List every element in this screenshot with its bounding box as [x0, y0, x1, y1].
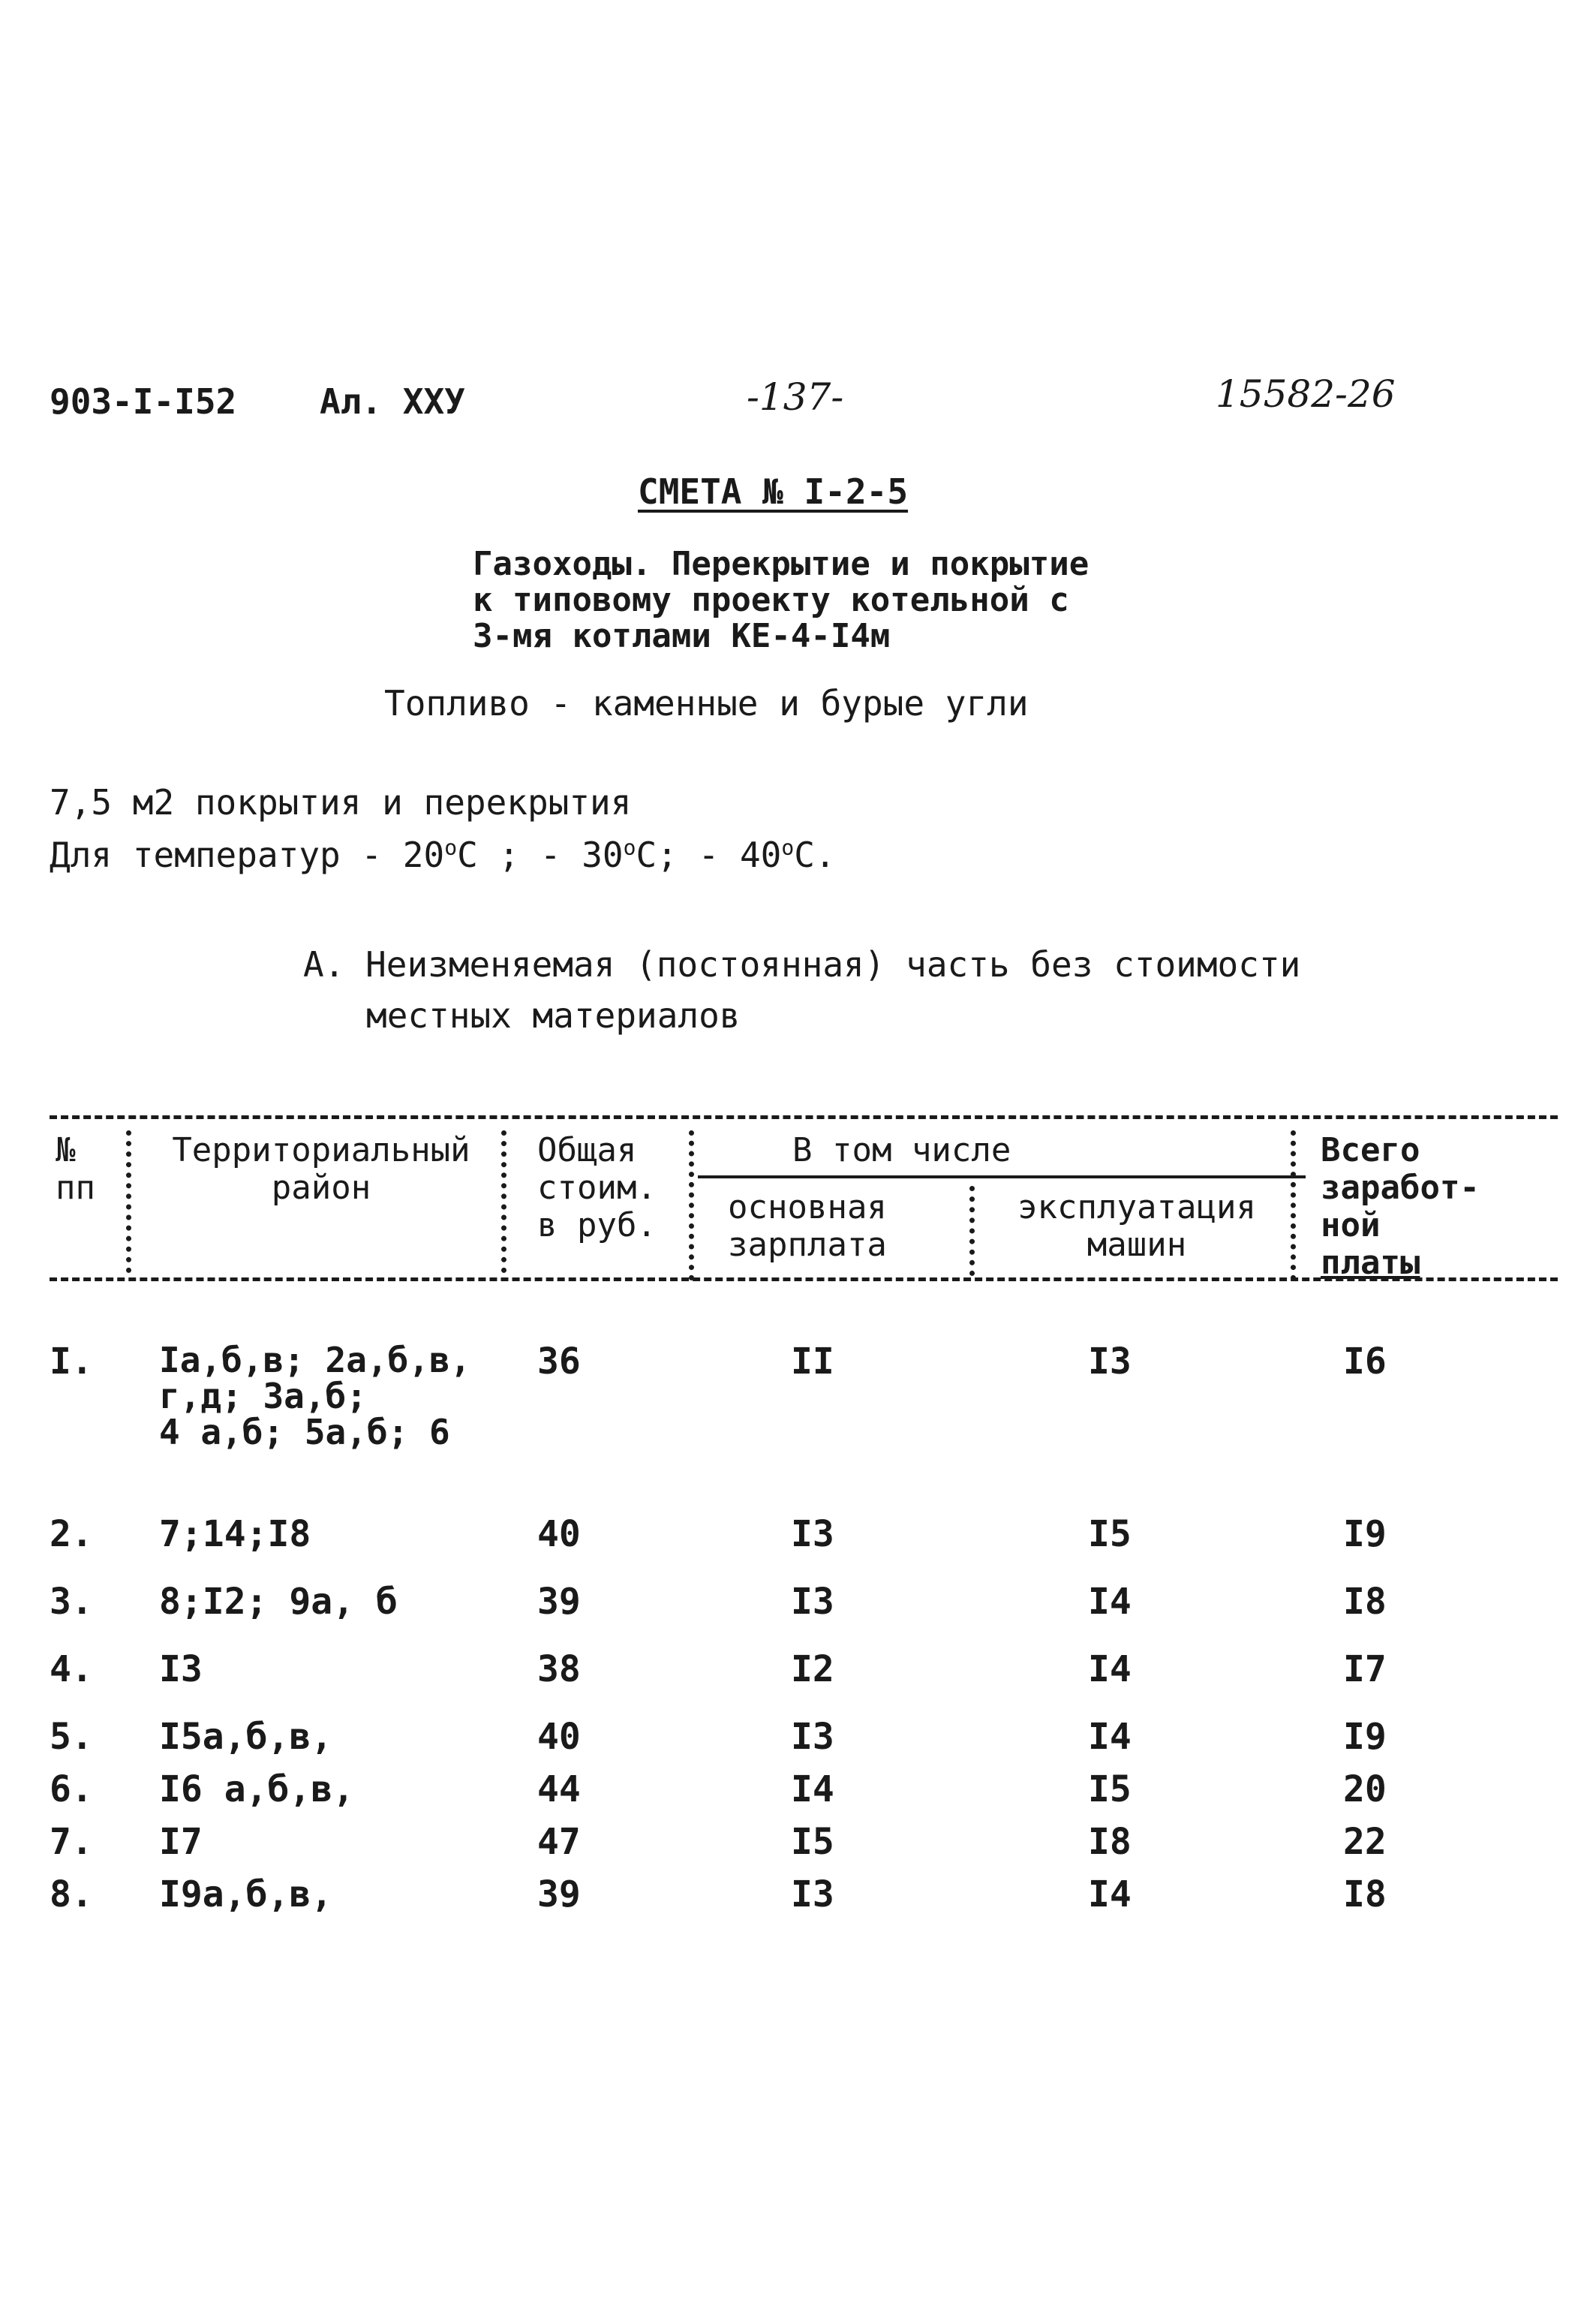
- degree-2: o: [623, 835, 636, 860]
- header-region-line-2: район: [271, 1169, 371, 1207]
- row-7-machines: I8: [1088, 1821, 1132, 1863]
- row-1-number: I.: [50, 1341, 93, 1383]
- header-number-line-2: пп: [56, 1169, 95, 1207]
- header-including: В том числе: [792, 1131, 1011, 1169]
- row-8-region: I9а,б,в,: [159, 1873, 333, 1915]
- row-1-region-line-2: г,д; 3а,б;: [159, 1376, 367, 1416]
- header-machines: [998, 1189, 1276, 1264]
- row-3-machines: I4: [1088, 1581, 1132, 1623]
- fuel-line: Топливо - каменные и бурые угли: [384, 683, 1029, 724]
- row-4-number: 4.: [50, 1648, 93, 1690]
- header-region-line-1: Территориальный: [172, 1131, 470, 1169]
- row-2-machines: I5: [1088, 1513, 1132, 1555]
- row-7-region: I7: [159, 1821, 203, 1863]
- document-code: 903-I-I52: [50, 381, 237, 422]
- degree-3: o: [781, 835, 795, 860]
- row-6-region: I6 а,б,в,: [159, 1768, 355, 1810]
- section-heading-line-1: А. Неизменяемая (постоянная) часть без стоимости: [303, 944, 1301, 985]
- row-8-number: 8.: [50, 1873, 93, 1915]
- col-divider-3: [689, 1130, 694, 1280]
- col-divider-4: [969, 1186, 975, 1276]
- col-divider-1: [126, 1130, 131, 1273]
- row-1-salary: II: [791, 1341, 834, 1383]
- subtitle-line-3: 3-мя котлами КЕ-4-I4м: [473, 617, 891, 655]
- area-line: 7,5 м2 покрытия и перекрытия: [50, 782, 632, 823]
- row-3-salary: I3: [791, 1581, 834, 1623]
- row-6-total: 44: [537, 1768, 581, 1810]
- row-7-total: 47: [537, 1821, 581, 1863]
- row-1-region: [159, 1342, 470, 1450]
- row-2-number: 2.: [50, 1513, 93, 1555]
- header-total: [537, 1132, 657, 1244]
- row-1-machines: I3: [1088, 1341, 1132, 1383]
- header-number-line-1: №: [56, 1131, 76, 1169]
- row-5-region: I5а,б,в,: [159, 1716, 333, 1758]
- temp-unit-2: С; - 40: [636, 835, 782, 875]
- row-8-total: 39: [537, 1873, 581, 1915]
- row-5-machines: I4: [1088, 1716, 1132, 1758]
- row-4-machines: I4: [1088, 1648, 1132, 1690]
- header-machines-line-1: эксплуатация: [1017, 1188, 1256, 1226]
- row-8-machines: I4: [1088, 1873, 1132, 1915]
- temperature-line: [50, 835, 836, 875]
- row-1-region-line-1: Iа,б,в; 2а,б,в,: [159, 1340, 471, 1380]
- header-wages: [1321, 1132, 1480, 1282]
- header-salary: [728, 1189, 887, 1264]
- album-number: Ал. XXУ: [320, 381, 465, 422]
- row-2-salary: I3: [791, 1513, 834, 1555]
- row-1-total: 36: [537, 1341, 581, 1383]
- page-number: -137-: [747, 375, 844, 419]
- temp-prefix: Для температур - 20: [50, 835, 445, 875]
- header-machines-line-2: машин: [1087, 1226, 1187, 1264]
- header-salary-line-2: зарплата: [728, 1226, 887, 1264]
- section-heading-line-2: местных материалов: [366, 995, 741, 1036]
- temp-unit-1: С: [457, 835, 478, 875]
- temp-unit-3: С.: [794, 835, 836, 875]
- table-top-rule: [50, 1115, 1558, 1119]
- row-1-wages: I6: [1343, 1341, 1387, 1383]
- header-total-line-1: Общая: [537, 1131, 637, 1169]
- row-8-wages: I8: [1343, 1873, 1387, 1915]
- subtitle-line-2: к типовому проекту котельной с: [473, 581, 1069, 619]
- row-2-wages: I9: [1343, 1513, 1387, 1555]
- row-6-machines: I5: [1088, 1768, 1132, 1810]
- row-5-salary: I3: [791, 1716, 834, 1758]
- row-2-region: 7;14;I8: [159, 1513, 311, 1555]
- header-region: [156, 1132, 486, 1207]
- row-7-salary: I5: [791, 1821, 834, 1863]
- row-6-number: 6.: [50, 1768, 93, 1810]
- row-7-wages: 22: [1343, 1821, 1387, 1863]
- row-4-region: I3: [159, 1648, 203, 1690]
- including-underline: [698, 1175, 1306, 1178]
- row-2-total: 40: [537, 1513, 581, 1555]
- row-3-number: 3.: [50, 1581, 93, 1623]
- row-5-wages: I9: [1343, 1716, 1387, 1758]
- temp-sep-1: ; - 30: [477, 835, 624, 875]
- degree-1: o: [444, 835, 458, 860]
- row-5-total: 40: [537, 1716, 581, 1758]
- header-wages-line-1: Всего: [1321, 1131, 1420, 1169]
- row-8-salary: I3: [791, 1873, 834, 1915]
- row-6-salary: I4: [791, 1768, 834, 1810]
- col-divider-5: [1291, 1130, 1296, 1280]
- row-6-wages: 20: [1343, 1768, 1387, 1810]
- header-number: [56, 1132, 95, 1207]
- row-3-region: 8;I2; 9а, б: [159, 1581, 398, 1623]
- header-total-line-3: в руб.: [537, 1206, 657, 1244]
- header-wages-line-4: платы: [1321, 1244, 1420, 1282]
- row-3-wages: I8: [1343, 1581, 1387, 1623]
- row-4-total: 38: [537, 1648, 581, 1690]
- subtitle-line-1: Газоходы. Перекрытие и покрытие: [473, 545, 1090, 583]
- header-salary-line-1: основная: [728, 1188, 887, 1226]
- header-wages-line-3: ной: [1321, 1206, 1381, 1244]
- row-3-total: 39: [537, 1581, 581, 1623]
- header-total-line-2: стоим.: [537, 1169, 657, 1207]
- col-divider-2: [501, 1130, 506, 1273]
- row-4-wages: I7: [1343, 1648, 1387, 1690]
- row-5-number: 5.: [50, 1716, 93, 1758]
- row-7-number: 7.: [50, 1821, 93, 1863]
- header-wages-line-2: заработ-: [1321, 1169, 1480, 1207]
- estimate-title: СМЕТА № I-2-5: [638, 471, 909, 512]
- archive-number: 15582-26: [1216, 372, 1396, 416]
- row-4-salary: I2: [791, 1648, 834, 1690]
- row-1-region-line-3: 4 а,б; 5а,б; 6: [159, 1412, 450, 1452]
